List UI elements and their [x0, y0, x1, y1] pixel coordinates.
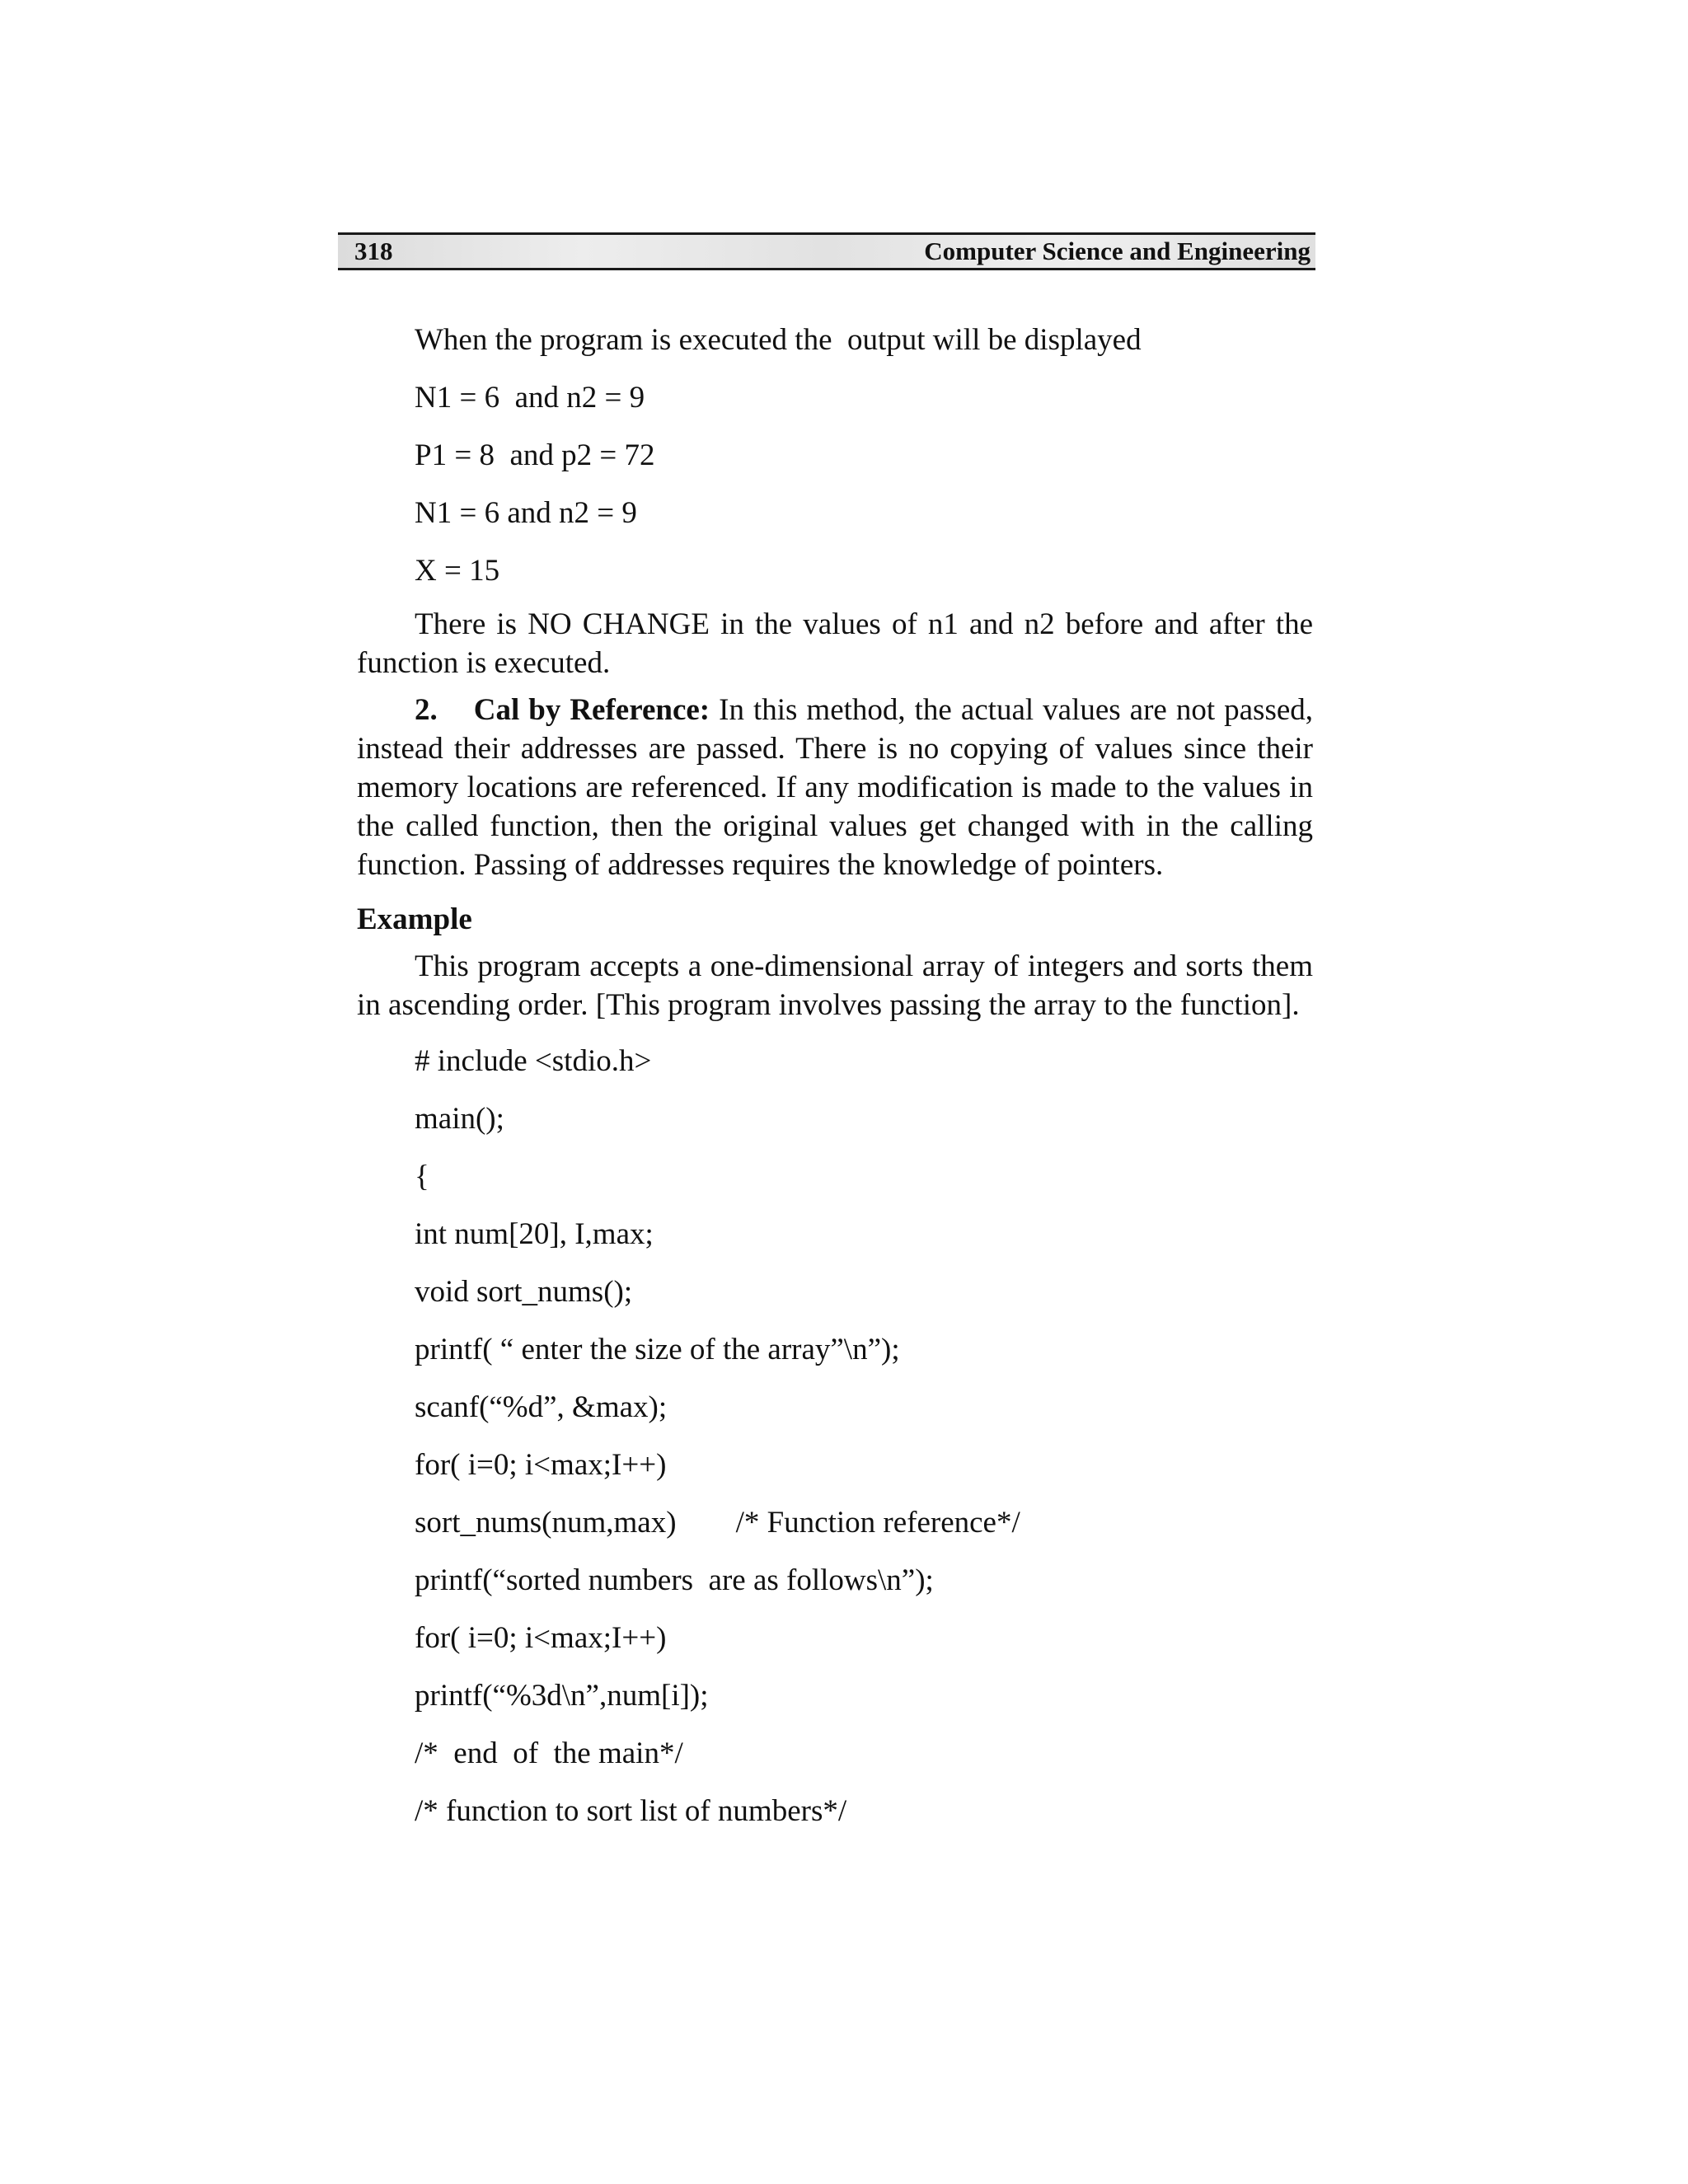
output-line: N1 = 6 and n2 = 9 — [415, 496, 637, 530]
code-line: main(); — [415, 1102, 504, 1136]
page-header — [338, 232, 1315, 270]
example-paragraph: This program accepts a one-dimensional array of integers and sorts them in ascending order. [This program involves passing the array to the function]. — [357, 949, 1313, 1022]
example-heading: Example — [357, 902, 472, 936]
code-line: for( i=0; i<max;I++) — [415, 1621, 667, 1655]
code-listing — [357, 1033, 1313, 1840]
code-line: /* end of the main*/ — [415, 1736, 683, 1770]
page-number: 318 — [354, 237, 393, 265]
page-content — [357, 312, 1313, 1840]
code-line — [357, 1494, 1313, 1552]
code-line: printf(“%3d\n”,num[i]); — [415, 1679, 709, 1713]
section-number: 2. — [415, 693, 438, 727]
code-line: scanf(“%d”, &max); — [415, 1390, 668, 1424]
code-line: for( i=0; i<max;I++) — [415, 1448, 667, 1482]
section-text: In this method, the actual values are not passed, instead their addresses are passed. There is no copying of values since their memory locations are referenced. If any modification is made to the values in the called function, then the original values get changed with in the calling function. Passing of addresses requires the knowledge of pointers. — [357, 693, 1314, 882]
code-line: { — [415, 1160, 429, 1193]
code-comment: /* Function reference*/ — [735, 1506, 1020, 1540]
code-line: void sort_nums(); — [415, 1275, 633, 1309]
code-line: # include <stdio.h> — [415, 1044, 652, 1078]
output-line: P1 = 8 and p2 = 72 — [415, 438, 655, 472]
running-title: Computer Science and Engineering — [924, 237, 1311, 265]
output-intro: When the program is executed the output will be displayed — [415, 323, 1142, 357]
code-line: printf( “ enter the size of the array”\n”); — [415, 1333, 900, 1366]
section-title: Cal by Reference: — [473, 693, 710, 727]
call-by-reference-paragraph — [357, 691, 1313, 884]
code-line: printf(“sorted numbers are as follows\n”); — [415, 1563, 934, 1597]
code-line: int num[20], I,max; — [415, 1217, 654, 1251]
code-line: /* function to sort list of numbers*/ — [415, 1794, 847, 1828]
no-change-paragraph: There is NO CHANGE in the values of n1 and n2 before and after the function is executed. — [357, 607, 1313, 680]
output-line: X = 15 — [415, 554, 500, 588]
output-line: N1 = 6 and n2 = 9 — [415, 381, 645, 415]
code-text: sort_nums(num,max) — [415, 1506, 677, 1540]
